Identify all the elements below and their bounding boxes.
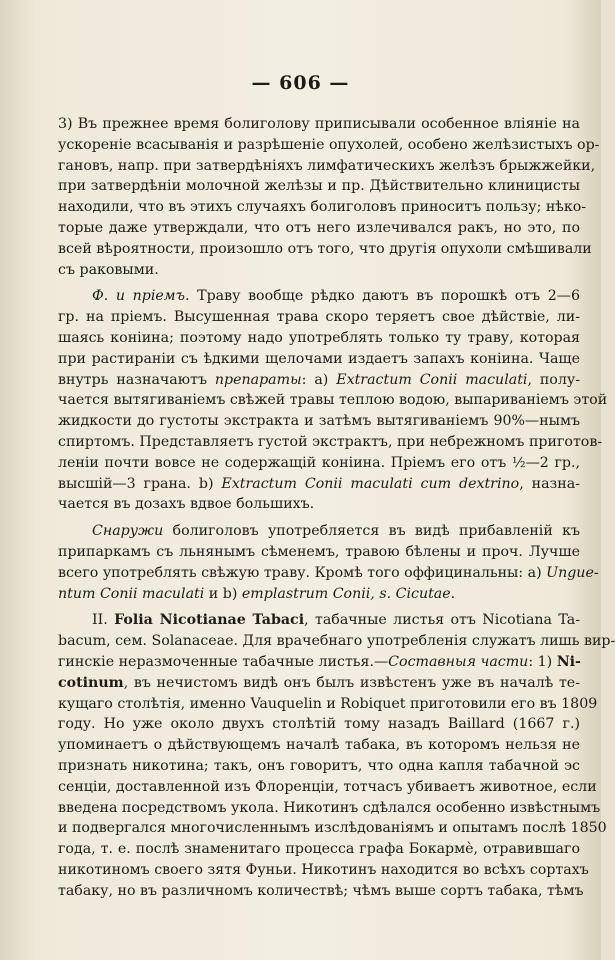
text-run: и b) — [204, 585, 242, 602]
text-run: шаясь коніина; поэтому надо употреблять только ту траву, которая — [58, 329, 580, 346]
italic-text: Ungue- — [546, 564, 599, 581]
text-run: внутрь назначаютъ — [58, 371, 215, 388]
text-line — [58, 494, 580, 515]
text-line — [58, 453, 580, 474]
text-run: торые даже утверждали, что отъ него излечивался ракъ, но это, по — [58, 219, 580, 236]
text-line — [58, 652, 580, 673]
text-line — [58, 390, 608, 411]
page-number: — 606 — — [251, 72, 350, 94]
text-run: спиртомъ. Представляетъ густой экстрактъ, при небрежномъ приготов- — [58, 433, 603, 450]
text-line — [58, 714, 580, 735]
text-line — [58, 881, 584, 902]
text-line — [58, 584, 580, 605]
text-run: введена посредствомъ укола. Никотинъ сдѣлался особенно извѣстнымъ — [58, 799, 601, 816]
paragraph — [58, 114, 600, 280]
text-line — [58, 542, 580, 563]
paragraph — [58, 610, 615, 901]
text-line — [58, 798, 601, 819]
text-run: болиголовъ употребляется въ видѣ прибавленій къ — [163, 523, 580, 540]
text-line — [58, 756, 580, 777]
text-line — [58, 694, 598, 715]
text-line — [58, 777, 597, 798]
text-line — [58, 176, 580, 197]
bold-text: Ni- — [556, 653, 581, 670]
text-run: высшій—3 грана. b) — [58, 475, 222, 492]
text-run: леніи почти вовсе не содержащій коніина. Пріемъ его отъ ½—2 гр., — [58, 454, 580, 471]
text-line — [58, 521, 580, 542]
text-run: чается въ дозахъ вдвое большихъ. — [58, 496, 315, 513]
paragraph — [58, 286, 608, 515]
text-line — [58, 474, 580, 495]
text-run: находили, что въ этихъ случаяхъ болиголовъ приноситъ пользу; нѣко- — [58, 199, 587, 216]
text-run: , табачные листья отъ Nicotiana Ta- — [304, 612, 580, 629]
bold-text: Folia Nicotianae Tabaci — [114, 612, 305, 629]
italic-text: Составныя части — [388, 653, 529, 670]
text-line — [58, 839, 580, 860]
text-run: ускореніе всасыванія и разрѣшеніе опухолей, особено желѣзистыхъ ор- — [58, 136, 600, 153]
text-run: , полу- — [527, 371, 581, 388]
text-line — [58, 218, 580, 239]
bold-text: cotinum — [58, 674, 124, 691]
text-run: припаркамъ съ льнянымъ сѣменемъ, травою бѣлены и проч. Лучше — [58, 543, 580, 560]
text-line — [58, 411, 580, 432]
text-run: кущаго столѣтія, именно Vauquelin и Robiquet приготовили его въ 1809 — [58, 695, 598, 712]
text-line — [58, 735, 580, 756]
text-run: съ раковыми. — [58, 261, 159, 278]
text-line — [58, 563, 599, 584]
text-line — [58, 307, 580, 328]
text-line — [58, 135, 600, 156]
text-line — [58, 239, 592, 260]
text-run: жидкости до густоты экстракта и затѣмъ вытягиваніемъ 90%—нымъ — [58, 413, 580, 430]
text-line — [58, 260, 580, 281]
text-run: году. Но уже около двухъ столѣтій тому назадъ Baillard (1667 г.) — [58, 716, 580, 733]
italic-text: Ф. и пріемъ — [92, 288, 186, 305]
text-run: и подвергался многочисленнымъ изслѣдованіямъ и опытамъ послѣ 1850 — [58, 820, 607, 837]
text-run: bacum, сем. Solanaceae. Для врачебнаго употребленія служатъ лишь вир- — [58, 633, 615, 650]
text-run: . — [450, 585, 456, 602]
text-run: : 1) — [528, 653, 557, 670]
text-run: при затвердѣніи молочной желѣзы и пр. Дѣйствительно клиницисты — [58, 178, 580, 195]
text-run: гинскіе неразмоченные табачные листья.— — [58, 653, 389, 670]
text-run: чается вытягиваніемъ свѣжей травы теплою водою, выпариваніемъ этой — [58, 392, 608, 409]
text-run: II. — [92, 612, 115, 629]
italic-text: Extractum Conii maculati — [336, 371, 528, 388]
text-run: сенціи, доставленной изъ Флоренціи, тотчасъ убиваетъ животное, если — [58, 778, 597, 795]
text-run: табаку, но въ различномъ количествѣ; чѣмъ выше сортъ табака, тѣмъ — [58, 882, 584, 899]
italic-text: Снаружи — [92, 523, 164, 540]
text-line — [58, 818, 607, 839]
text-run: никотиномъ своего зятя Фуньи. Никотинъ находится во всѣхъ сортахъ — [58, 861, 589, 878]
text-run: 3) Въ прежнее время болиголову приписывали особенное вліяніе на — [58, 116, 580, 132]
text-line — [58, 114, 580, 135]
text-run: : a) — [301, 371, 337, 388]
text-run: гановъ, напр. при затвердѣніяхъ лимфатическихъ желѣзъ брыжжейки, — [58, 157, 596, 174]
text-run: . Траву вообще рѣдко даютъ въ порошкѣ отъ 2—6 — [185, 288, 580, 305]
text-run: , въ нечистомъ видѣ онъ былъ извѣстенъ уже въ началѣ те- — [123, 674, 580, 691]
text-line — [58, 631, 615, 652]
text-line — [58, 432, 603, 453]
text-line — [58, 370, 580, 391]
text-line — [58, 197, 587, 218]
text-run: при растираніи съ ѣдкими щелочами издаетъ запахъ коніина. Чаще — [58, 350, 580, 367]
paragraph — [58, 521, 599, 604]
italic-text: emplastrum Conii, s. Cicutae — [241, 585, 451, 602]
text-run: , назна- — [519, 475, 580, 492]
text-run: признать никотина; такъ, онъ говоритъ, что одна капля табачной эс — [58, 757, 580, 774]
text-line — [58, 673, 580, 694]
text-line — [58, 860, 589, 881]
text-run: всей вѣроятности, произошло отъ того, что другія опухоли смѣшивали — [58, 240, 592, 257]
text-run: всего употреблять свѣжую траву. Кромѣ того оффицинальны: a) — [58, 564, 547, 581]
text-line — [58, 328, 580, 349]
text-run: упоминаетъ о дѣйствующемъ началѣ табака, въ которомъ нельзя не — [58, 737, 580, 754]
text-line — [58, 286, 580, 307]
text-line — [58, 349, 580, 370]
text-run: года, т. е. послѣ знаменитаго процесса графа Бокармѐ, отравившаго — [58, 841, 580, 858]
italic-text: ntum Conii maculati — [58, 585, 205, 602]
text-line — [58, 156, 596, 177]
page-body — [58, 114, 615, 901]
text-run: гр. на пріемъ. Высушенная трава скоро теряетъ свое дѣйствіе, ли- — [58, 309, 580, 326]
text-line — [58, 610, 580, 631]
italic-text: Extractum Conii maculati cum dextrino — [221, 475, 520, 492]
italic-text: препараты — [214, 371, 302, 388]
